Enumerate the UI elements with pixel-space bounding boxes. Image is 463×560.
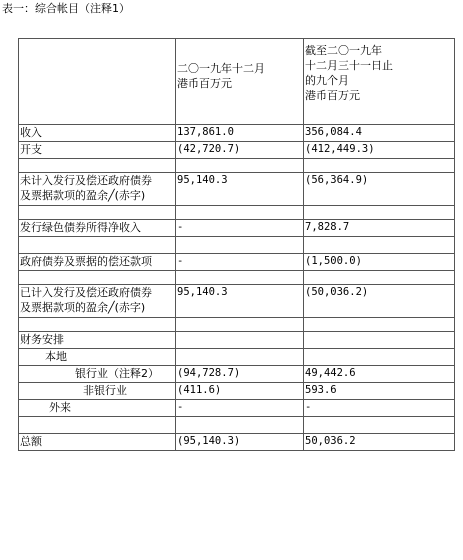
value-dec-2019: (42,720.7) [176, 142, 304, 159]
row-label: 政府债券及票据的偿还款项 [19, 254, 176, 271]
value-nine-months: 50,036.2 [304, 434, 455, 451]
value-dec-2019: (94,728.7) [176, 366, 304, 383]
spacer-row [19, 318, 455, 332]
value-nine-months: 356,084.4 [304, 125, 455, 142]
spacer-row [19, 237, 455, 254]
row-label: 财务安排 [19, 332, 176, 349]
header-col-nine-months [304, 39, 455, 125]
row-label: 总额 [19, 434, 176, 451]
header-col3-line3: 的九个月 [305, 74, 349, 87]
value-nine-months: - [304, 400, 455, 417]
value-nine-months: (56,364.9) [304, 173, 455, 206]
row-surplus-before-bonds [19, 173, 455, 206]
header-col2-line2: 港币百万元 [177, 77, 232, 90]
value-dec-2019: 95,140.3 [176, 285, 304, 318]
table-caption: 表一：综合帐目（注释1） [2, 2, 130, 15]
header-row [19, 39, 455, 125]
value-dec-2019: (95,140.3) [176, 434, 304, 451]
value-dec-2019: (411.6) [176, 383, 304, 400]
row-banking [19, 366, 455, 383]
spacer-row [19, 206, 455, 220]
row-total [19, 434, 455, 451]
spacer-row [19, 159, 455, 173]
row-label: 收入 [19, 125, 176, 142]
row-surplus-after-bonds [19, 285, 455, 318]
value-nine-months: 7,828.7 [304, 220, 455, 237]
header-col3-line2: 十二月三十一日止 [305, 59, 393, 72]
row-label-line2: 及票据款项的盈余╱(赤字) [20, 189, 146, 202]
row-label: 银行业（注释2） [19, 366, 176, 383]
header-col3-line1: 截至二〇一九年 [305, 44, 382, 57]
row-label [19, 173, 176, 206]
row-label: 非银行业 [19, 383, 176, 400]
value-nine-months: 593.6 [304, 383, 455, 400]
value-nine-months: (50,036.2) [304, 285, 455, 318]
row-label: 发行绿色债券所得净收入 [19, 220, 176, 237]
row-label: 本地 [19, 349, 176, 366]
row-label-line2: 及票据款项的盈余╱(赤字) [20, 301, 146, 314]
row-local [19, 349, 455, 366]
value-dec-2019: 137,861.0 [176, 125, 304, 142]
row-bond-repayment [19, 254, 455, 271]
value-nine-months: 49,442.6 [304, 366, 455, 383]
row-financing [19, 332, 455, 349]
row-label: 开支 [19, 142, 176, 159]
row-expenditure [19, 142, 455, 159]
value-nine-months: (412,449.3) [304, 142, 455, 159]
spacer-row [19, 271, 455, 285]
header-col-2019-dec [176, 39, 304, 125]
value-dec-2019: 95,140.3 [176, 173, 304, 206]
value-nine-months: (1,500.0) [304, 254, 455, 271]
row-green-bond-proceeds [19, 220, 455, 237]
value-dec-2019: - [176, 220, 304, 237]
row-external [19, 400, 455, 417]
value-dec-2019: - [176, 254, 304, 271]
header-empty-cell [19, 39, 176, 125]
header-col2-line1: 二〇一九年十二月 [177, 62, 265, 75]
row-label-line1: 已计入发行及偿还政府债券 [20, 286, 152, 299]
value-dec-2019: - [176, 400, 304, 417]
row-income [19, 125, 455, 142]
spacer-row [19, 417, 455, 434]
row-label-line1: 未计入发行及偿还政府债券 [20, 174, 152, 187]
row-non-banking [19, 383, 455, 400]
row-label [19, 285, 176, 318]
header-col3-line4: 港币百万元 [305, 89, 360, 102]
consolidated-account-table [18, 38, 455, 451]
row-label: 外来 [19, 400, 176, 417]
